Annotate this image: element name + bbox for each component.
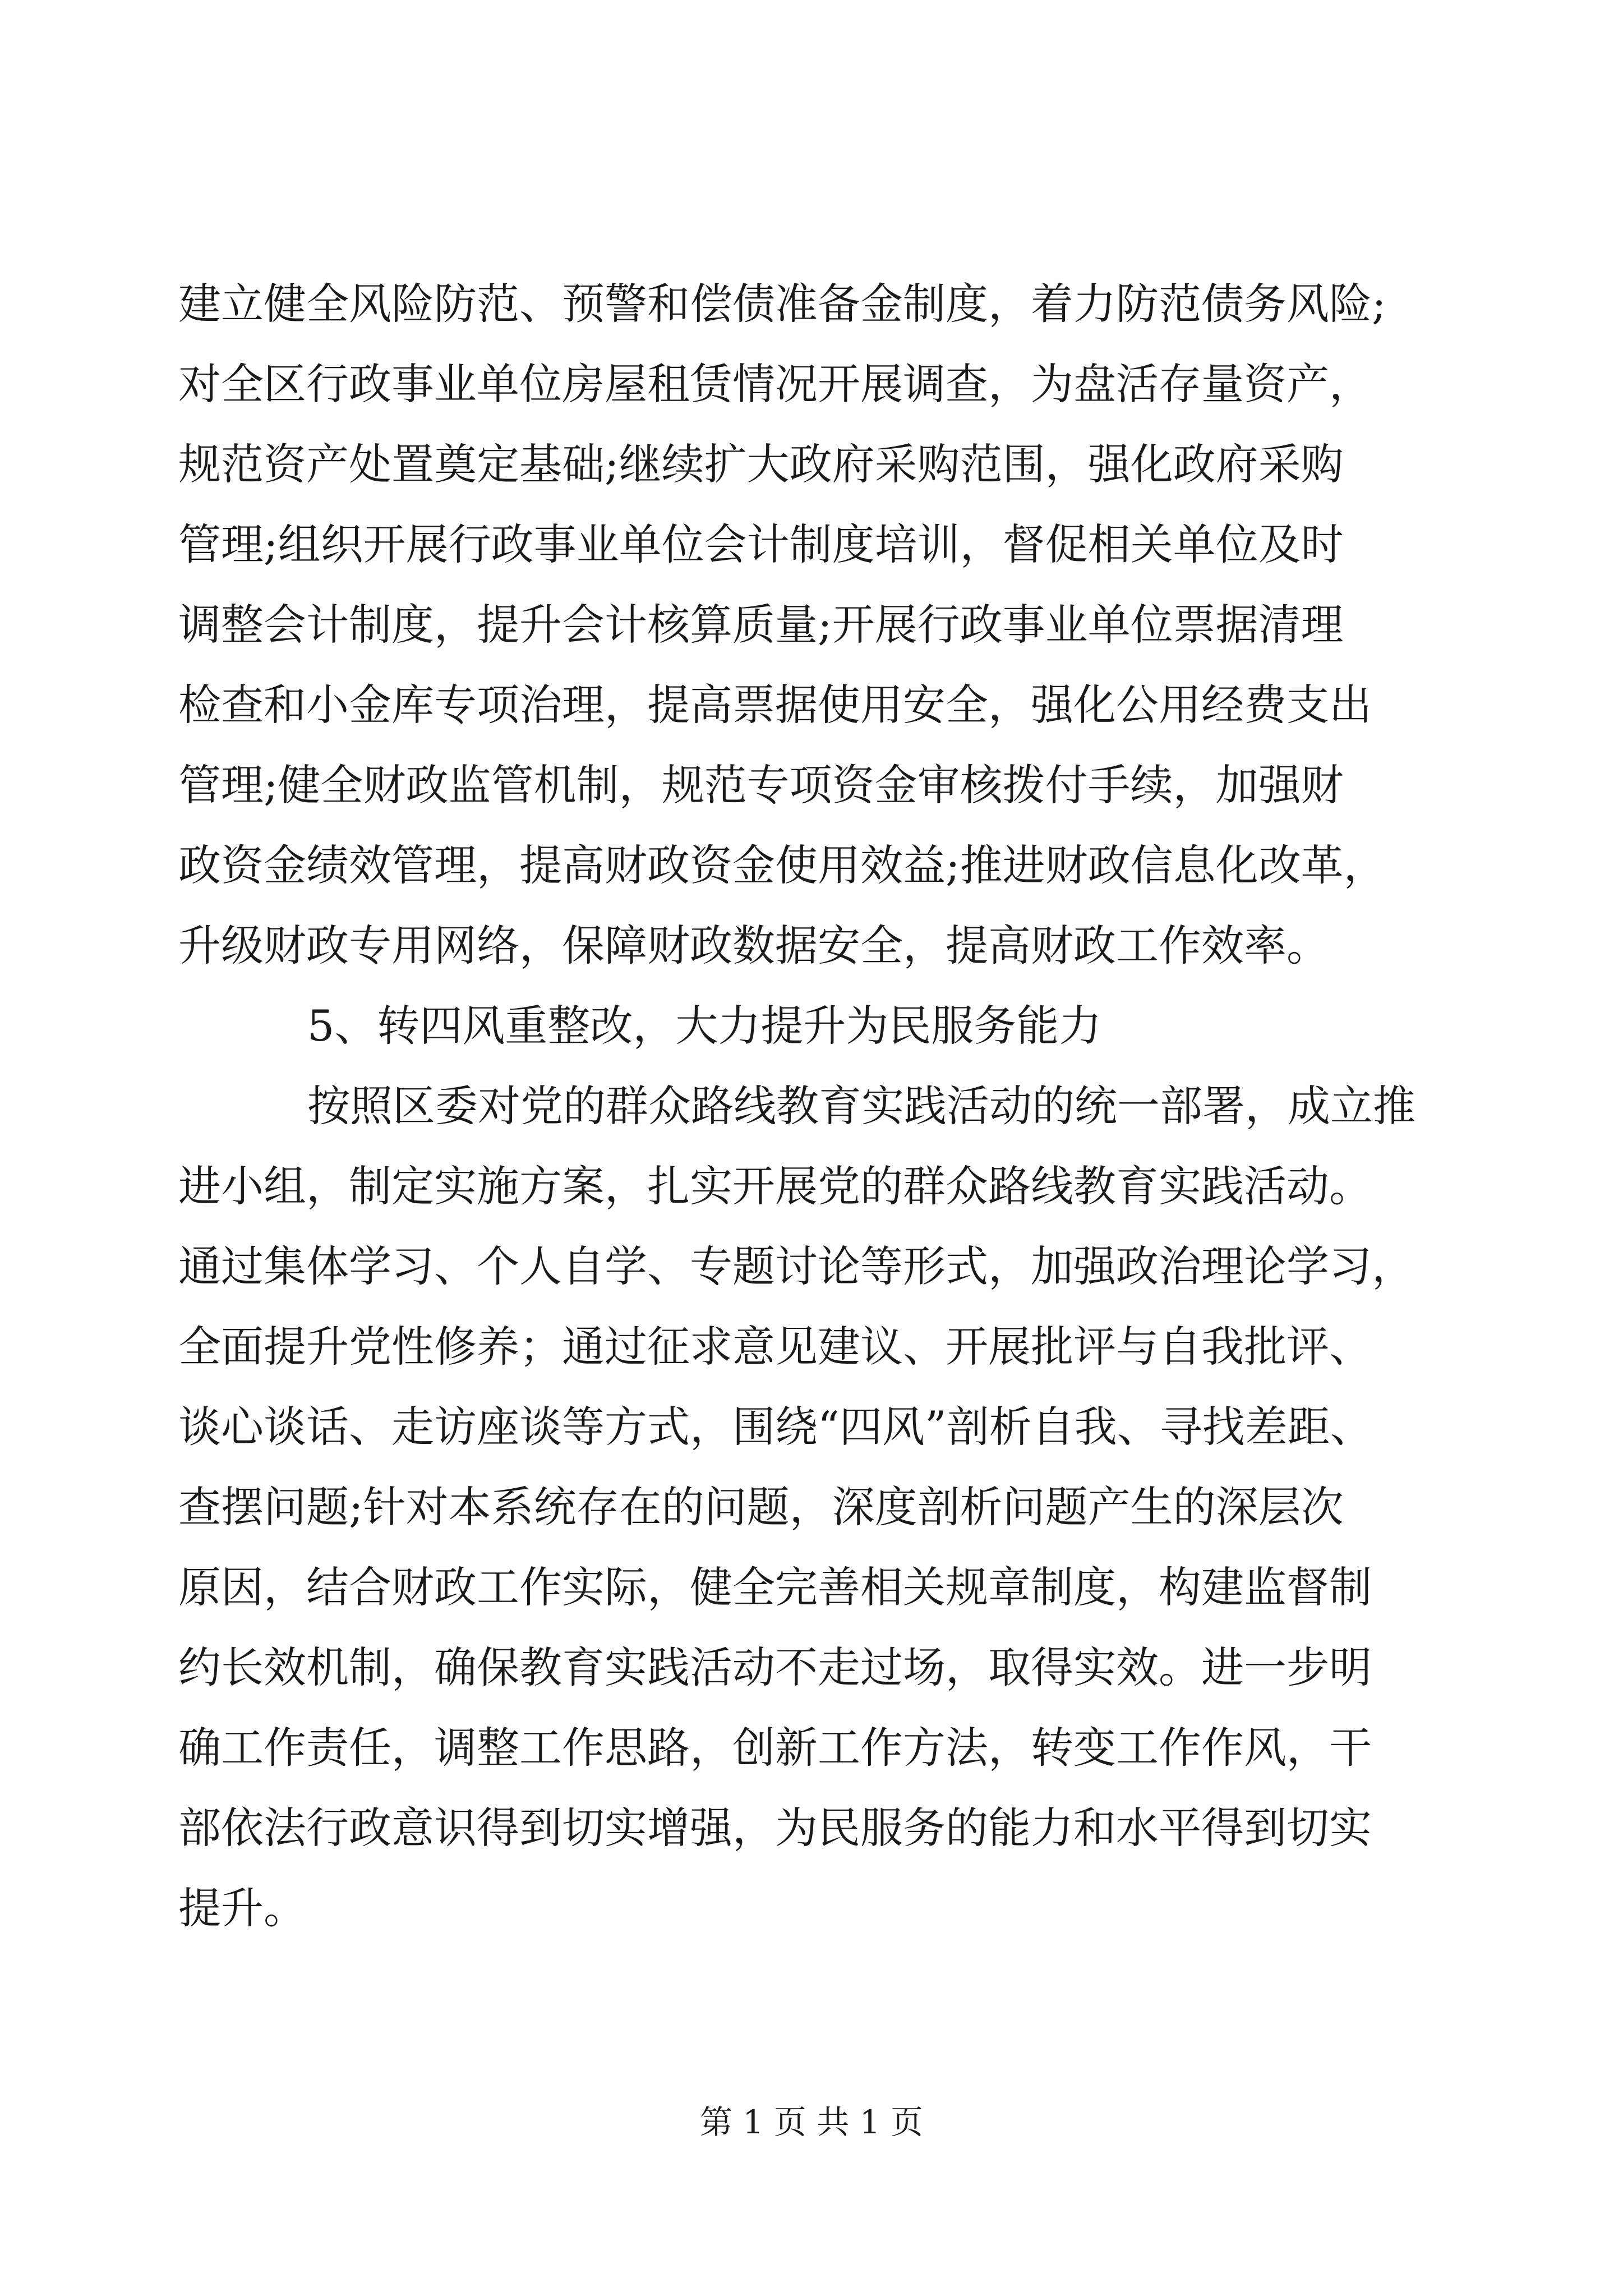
text-line: 管理;组织开展行政事业单位会计制度培训，督促相关单位及时 (178, 519, 1344, 569)
page-number-footer: 第 1 页 共 1 页 (700, 2103, 923, 2141)
text-line: 升级财政专用网络，保障财政数据安全，提高财政工作效率。 (178, 921, 1329, 970)
text-line: 确工作责任，调整工作思路，创新工作方法，转变工作作风，干 (178, 1723, 1372, 1773)
text-line: 对全区行政事业单位房屋租赁情况开展调查，为盘活存量资产， (178, 359, 1372, 409)
text-line: 全面提升党性修养；通过征求意见建议、开展批评与自我批评、 (178, 1322, 1372, 1372)
section-heading: 5、转四风重整改，大力提升为民服务能力 (307, 1001, 1102, 1051)
text-line: 约长效机制，确保教育实践活动不走过场，取得实效。进一步明 (178, 1642, 1372, 1692)
text-line: 查摆问题;针对本系统存在的问题，深度剖析问题产生的深层次 (178, 1482, 1344, 1532)
document-body (178, 264, 1451, 1948)
text-line: 谈心谈话、走访座谈等方式，围绕“四风”剖析自我、寻找差距、 (178, 1402, 1373, 1452)
text-line: 管理;健全财政监管机制，规范专项资金审核拨付手续，加强财 (178, 760, 1344, 810)
text-line: 按照区委对党的群众路线教育实践活动的统一部署，成立推 (307, 1081, 1415, 1131)
text-line: 原因，结合财政工作实际，健全完善相关规章制度，构建监督制 (178, 1562, 1372, 1612)
text-line: 通过集体学习、个人自学、专题讨论等形式，加强政治理论学习， (178, 1241, 1414, 1291)
text-line: 检查和小金库专项治理，提高票据使用安全，强化公用经费支出 (178, 680, 1372, 730)
text-line: 进小组，制定实施方案，扎实开展党的群众路线教育实践活动。 (178, 1161, 1372, 1211)
text-line: 建立健全风险防范、预警和偿债准备金制度，着力防范债务风险; (178, 279, 1386, 329)
text-line: 调整会计制度，提升会计核算质量;开展行政事业单位票据清理 (178, 600, 1344, 650)
text-line: 政资金绩效管理，提高财政资金使用效益;推进财政信息化改革， (178, 840, 1386, 890)
text-line: 部依法行政意识得到切实增强，为民服务的能力和水平得到切实 (178, 1803, 1372, 1853)
text-line: 提升。 (178, 1883, 306, 1933)
text-line: 规范资产处置奠定基础;继续扩大政府采购范围，强化政府采购 (178, 439, 1344, 489)
